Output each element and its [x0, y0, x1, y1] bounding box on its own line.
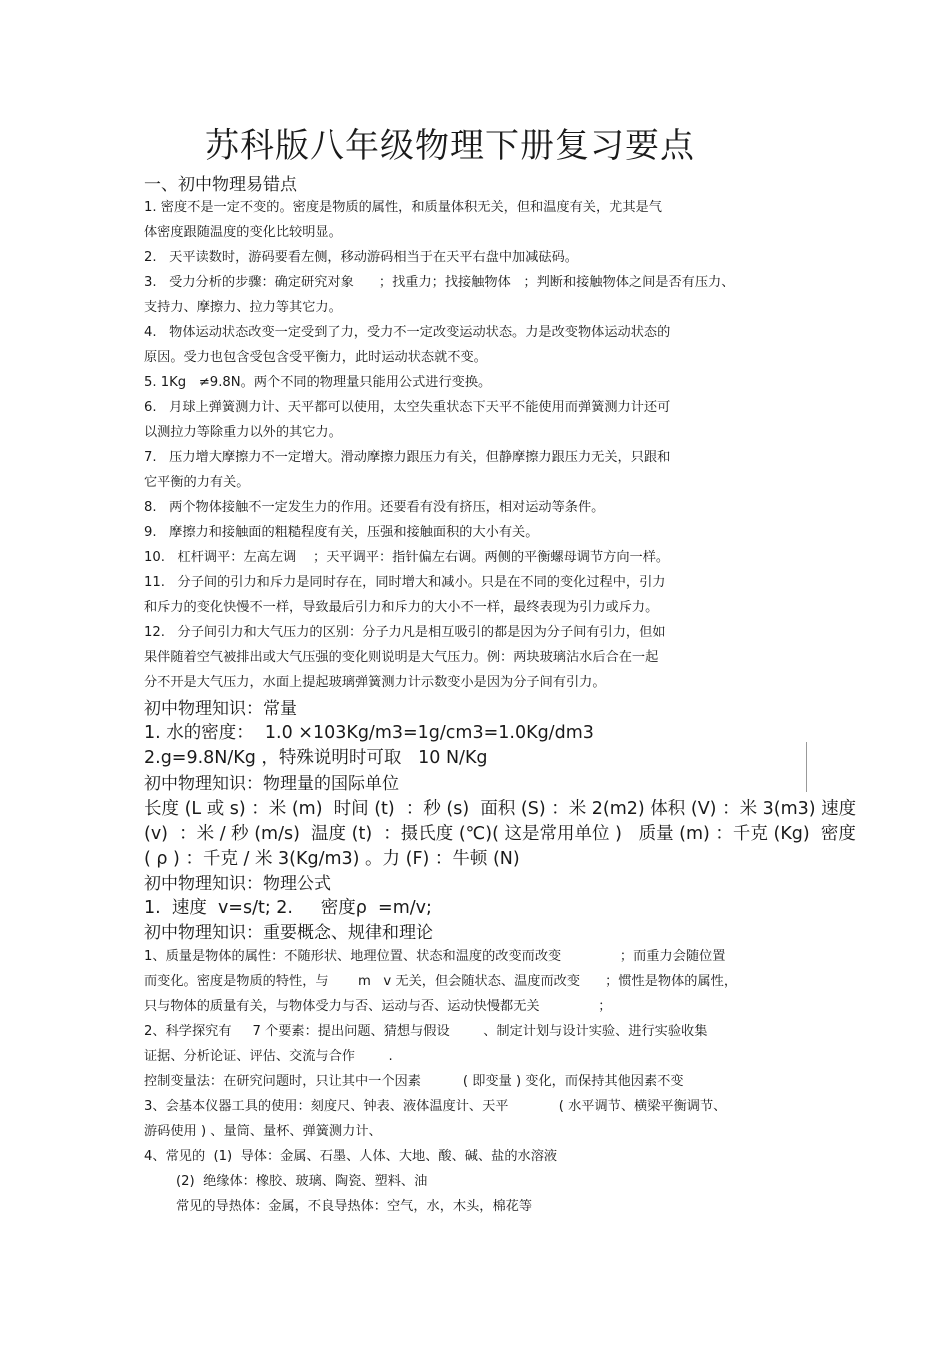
- paragraph-line: 8. 两个物体接触不一定发生力的作用。还要看有没有挤压，相对运动等条件。: [144, 500, 605, 515]
- paragraph-line: 1、质量是物体的属性：不随形状、地理位置、状态和温度的改变而改变 ；而重力会随位置: [144, 949, 726, 964]
- paragraph-line: 3、会基本仪器工具的使用：刻度尺、钟表、液体温度计、天平 ( 水平调节、横梁平衡调节、: [144, 1099, 727, 1114]
- paragraph-line: 果伴随着空气被排出或大气压强的变化则说明是大气压力。例：两块玻璃沾水后合在一起: [144, 650, 659, 665]
- paragraph-line: 11. 分子间的引力和斥力是同时存在，同时增大和减小。只是在不同的变化过程中，引力: [144, 575, 666, 590]
- paragraph-line: 1. 水的密度： 1.0 ×103Kg/m3=1g/cm3=1.0Kg/dm3: [144, 723, 594, 743]
- paragraph-line: 2. 天平读数时，游码要看左侧，移动游码相当于在天平右盘中加减砝码。: [144, 250, 578, 265]
- paragraph-line: 5. 1Kg ≠9.8N。两个不同的物理量只能用公式进行变换。: [144, 375, 492, 390]
- paragraph-line: 体密度跟随温度的变化比较明显。: [144, 225, 342, 240]
- section-heading-constants: 初中物理知识：常量: [144, 699, 297, 719]
- paragraph-line: 它平衡的力有关。: [144, 475, 250, 490]
- paragraph-line: 3. 受力分析的步骤：确定研究对象 ；找重力；找接触物体 ；判断和接触物体之间是否有压力、: [144, 275, 735, 290]
- paragraph-line: 6. 月球上弹簧测力计、天平都可以使用，太空失重状态下天平不能使用而弹簧测力计还可: [144, 400, 671, 415]
- paragraph-line: 原因。受力也包含受包含受平衡力，此时运动状态就不变。: [144, 350, 487, 365]
- paragraph-line: 长度 (L 或 s) ：米 (m) 时间 (t) ：秒 (s) 面积 (S) ：米 2(m2) 体积 (V) ：米 3(m3) 速度: [144, 799, 857, 819]
- paragraph-line: 支持力、摩擦力、拉力等其它力。: [144, 300, 342, 315]
- paragraph-line: 而变化。密度是物质的特性，与 m v 无关，但会随状态、温度而改变 ；惯性是物体的属性，: [144, 974, 738, 989]
- paragraph-line: 和斥力的变化快慢不一样，导致最后引力和斥力的大小不一样，最终表现为引力或斥力。: [144, 600, 659, 615]
- paragraph-line: 9. 摩擦力和接触面的粗糙程度有关，压强和接触面积的大小有关。: [144, 525, 539, 540]
- section-heading-units: 初中物理知识：物理量的国际单位: [144, 774, 399, 794]
- margin-rule: [806, 742, 807, 792]
- paragraph-line: 4、常见的 (1) 导体：金属、石墨、人体、大地、酸、碱、盐的水溶液: [144, 1149, 558, 1164]
- paragraph-line: 控制变量法：在研究问题时，只让其中一个因素 ( 即变量 ) 变化，而保持其他因素不变: [144, 1074, 684, 1089]
- section-heading-formulas: 初中物理知识：物理公式: [144, 874, 331, 894]
- paragraph-line: 以测拉力等除重力以外的其它力。: [144, 425, 342, 440]
- section-heading-concepts: 初中物理知识：重要概念、规律和理论: [144, 923, 433, 943]
- paragraph-line: ( ρ ) ：千克 / 米 3(Kg/m3) 。力 (F) ：牛顿 (N): [144, 849, 520, 869]
- paragraph-line: 2.g=9.8N/Kg ，特殊说明时可取 10 N/Kg: [144, 748, 488, 768]
- section-heading-error-points: 一、初中物理易错点: [144, 175, 297, 195]
- document-title: 苏科版八年级物理下册复习要点: [205, 126, 695, 166]
- paragraph-line: 12. 分子间引力和大气压力的区别：分子力凡是相互吸引的都是因为分子间有引力，但如: [144, 625, 666, 640]
- paragraph-line: 7. 压力增大摩擦力不一定增大。滑动摩擦力跟压力有关，但静摩擦力跟压力无关，只跟和: [144, 450, 671, 465]
- paragraph-line: 10. 杠杆调平：左高左调 ；天平调平：指针偏左右调。两侧的平衡螺母调节方向一样。: [144, 550, 670, 565]
- paragraph-line: 常见的导热体：金属，不良导热体：空气，水，木头，棉花等: [176, 1199, 533, 1214]
- paragraph-line: 2、科学探究有 7 个要素：提出问题、猜想与假设 、制定计划与设计实验、进行实验收集: [144, 1024, 708, 1039]
- paragraph-line: 游码使用 ) 、量筒、量杯、弹簧测力计、: [144, 1124, 382, 1139]
- paragraph-line: (2) 绝缘体：橡胶、玻璃、陶瓷、塑料、油: [176, 1174, 428, 1189]
- paragraph-line: 证据、分析论证、评估、交流与合作 .: [144, 1049, 393, 1064]
- paragraph-line: 分不开是大气压力，水面上提起玻璃弹簧测力计示数变小是因为分子间有引力。: [144, 675, 606, 690]
- paragraph-line: 只与物体的质量有关，与物体受力与否、运动与否、运动快慢都无关 ；: [144, 999, 612, 1014]
- paragraph-line: 1. 速度 v=s/t; 2. 密度ρ =m/v;: [144, 898, 432, 918]
- paragraph-line: (v) ：米 / 秒 (m/s) 温度 (t) ：摄氏度 (℃)( 这是常用单位 ) 质量 (m) ：千克 (Kg) 密度: [144, 824, 856, 844]
- paragraph-line: 4. 物体运动状态改变一定受到了力，受力不一定改变运动状态。力是改变物体运动状态的: [144, 325, 671, 340]
- paragraph-line: 1. 密度不是一定不变的。密度是物质的属性，和质量体积无关，但和温度有关，尤其是气: [144, 200, 662, 215]
